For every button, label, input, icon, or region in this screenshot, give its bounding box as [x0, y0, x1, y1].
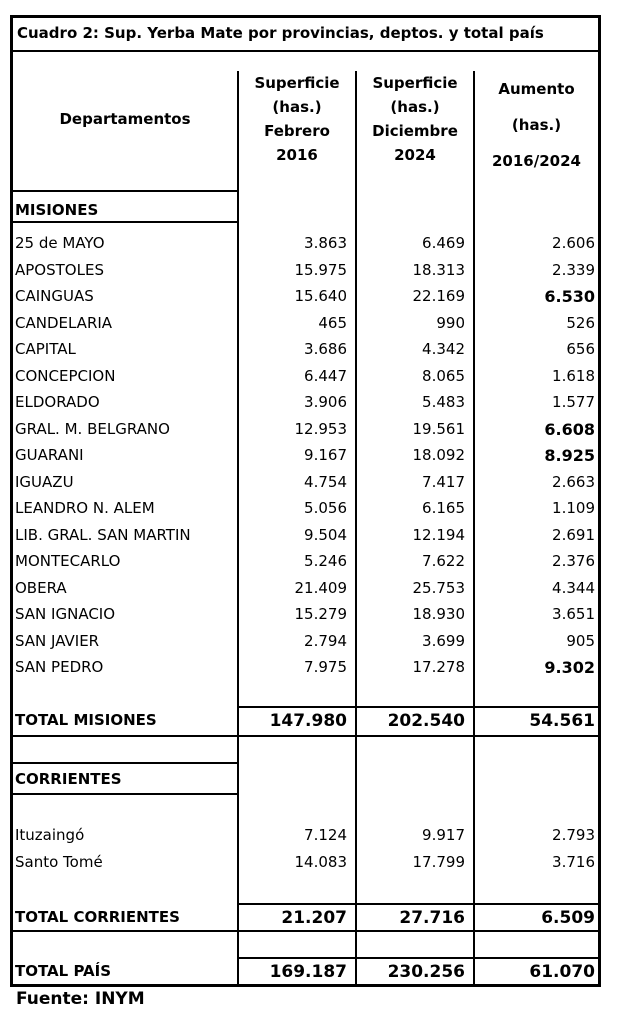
value-2016: 14.083 [294, 853, 347, 871]
value-aumento: 2.663 [552, 472, 595, 491]
table-row [13, 337, 598, 363]
table-row [13, 602, 598, 628]
header-line: (has.) [272, 98, 322, 116]
value-2024: 18.930 [412, 605, 465, 623]
value-2024: 6.165 [422, 499, 465, 517]
value-2016: 3.906 [304, 393, 347, 411]
value-2016: 15.640 [294, 287, 347, 305]
value-aumento: 2.606 [552, 234, 595, 252]
value-2016: 3.863 [304, 234, 347, 252]
table-row [13, 470, 598, 496]
header-line: Superficie [372, 74, 458, 92]
value-aumento: 656 [566, 340, 595, 358]
table-row [13, 284, 598, 310]
table-title: Cuadro 2: Sup. Yerba Mate por provincias, deptos. y total país [17, 24, 544, 42]
value-aumento: 8.925 [544, 446, 595, 465]
header-aumento [475, 71, 598, 179]
value-2016: 15.975 [294, 260, 347, 279]
title-divider [13, 50, 598, 52]
total-corrientes-row [13, 905, 598, 931]
value-2016: 5.056 [304, 499, 347, 517]
department-name: SAN PEDRO [15, 658, 104, 676]
total-value-2016: 21.207 [281, 908, 347, 928]
value-aumento: 9.302 [544, 658, 595, 677]
department-name: CONCEPCION [15, 366, 116, 385]
department-name: IGUAZU [15, 472, 74, 491]
department-name: 25 de MAYO [15, 234, 105, 252]
value-2024: 17.278 [412, 658, 465, 676]
table-row [13, 523, 598, 549]
department-name: GRAL. M. BELGRANO [15, 419, 170, 438]
source-note: Fuente: INYM [16, 989, 145, 1009]
value-2016: 4.754 [304, 472, 347, 491]
department-name: SAN JAVIER [15, 631, 100, 650]
province-label-corrientes: CORRIENTES [15, 770, 122, 788]
table-row [13, 417, 598, 443]
column-divider [473, 71, 475, 984]
value-2016: 5.246 [304, 552, 347, 570]
header-superficie-2024 [357, 71, 473, 167]
department-name: MONTECARLO [15, 552, 121, 570]
value-2024: 7.417 [422, 472, 465, 491]
table-row [13, 231, 598, 257]
table-row [13, 655, 598, 681]
value-2024: 6.469 [422, 234, 465, 252]
total-bottom-line [13, 930, 598, 932]
value-2024: 22.169 [412, 287, 465, 305]
value-2024: 8.065 [422, 366, 465, 385]
department-name: CANDELARIA [15, 313, 113, 332]
value-aumento: 2.691 [552, 525, 595, 544]
value-aumento: 2.793 [552, 826, 595, 844]
column-divider [237, 71, 239, 984]
total-value-2016: 147.980 [269, 711, 347, 731]
value-2016: 9.167 [304, 446, 347, 464]
value-2016: 3.686 [304, 340, 347, 358]
department-name: Santo Tomé [15, 853, 103, 871]
header-line: 2016/2024 [492, 152, 581, 170]
total-value-2016: 169.187 [269, 962, 347, 982]
department-name: CAINGUAS [15, 287, 94, 305]
yerba-mate-table [10, 15, 601, 987]
table-row [13, 364, 598, 390]
table-row [13, 549, 598, 575]
value-2016: 2.794 [304, 631, 347, 650]
total-label: TOTAL PAÍS [15, 962, 112, 980]
table-row [13, 823, 598, 849]
value-2016: 21.409 [294, 578, 347, 597]
value-2016: 6.447 [304, 366, 347, 385]
department-name: APOSTOLES [15, 260, 104, 279]
total-misiones-row [13, 708, 598, 734]
value-aumento: 3.716 [552, 853, 595, 871]
value-aumento: 1.618 [552, 366, 595, 385]
table-row [13, 629, 598, 655]
value-aumento: 2.339 [552, 260, 595, 279]
total-value-2024: 230.256 [387, 962, 465, 982]
value-2024: 5.483 [422, 393, 465, 411]
value-2016: 15.279 [294, 605, 347, 623]
value-2016: 465 [318, 313, 347, 332]
table-row [13, 258, 598, 284]
total-value-aumento: 61.070 [529, 962, 595, 982]
header-line: Febrero [264, 122, 330, 140]
value-2016: 9.504 [304, 525, 347, 544]
total-value-aumento: 6.509 [541, 908, 595, 928]
department-name: LIB. GRAL. SAN MARTIN [15, 525, 191, 544]
header-line: Diciembre [372, 122, 458, 140]
header-line: (has.) [390, 98, 440, 116]
value-aumento: 526 [566, 313, 595, 332]
table-row [13, 850, 598, 876]
value-aumento: 905 [566, 631, 595, 650]
department-name: Ituzaingó [15, 826, 85, 844]
table-row [13, 576, 598, 602]
header-line: 2024 [394, 146, 436, 164]
total-value-2024: 27.716 [399, 908, 465, 928]
table-row [13, 311, 598, 337]
value-aumento: 2.376 [552, 552, 595, 570]
value-2024: 19.561 [412, 419, 465, 438]
value-2024: 3.699 [422, 631, 465, 650]
value-aumento: 6.608 [544, 419, 595, 439]
department-name: CAPITAL [15, 340, 76, 358]
province-divider [13, 221, 239, 223]
table-row [13, 443, 598, 469]
column-divider [355, 71, 357, 984]
value-aumento: 6.530 [544, 287, 595, 306]
total-pais-row [13, 959, 598, 985]
value-2024: 18.092 [412, 446, 465, 464]
value-2024: 17.799 [412, 853, 465, 871]
header-line: (has.) [511, 116, 562, 134]
header-superficie-2016 [239, 71, 355, 167]
value-2016: 12.953 [294, 419, 347, 438]
province-divider [13, 793, 239, 795]
value-2016: 7.124 [304, 826, 347, 844]
value-2024: 4.342 [422, 340, 465, 358]
value-2024: 7.622 [422, 552, 465, 570]
value-2016: 7.975 [304, 658, 347, 676]
header-line: Superficie [254, 74, 340, 92]
value-2024: 990 [436, 313, 465, 332]
province-divider [13, 762, 239, 764]
value-2024: 9.917 [422, 826, 465, 844]
value-2024: 18.313 [412, 260, 465, 279]
total-label: TOTAL MISIONES [15, 711, 157, 729]
value-aumento: 4.344 [552, 578, 595, 597]
value-2024: 12.194 [412, 525, 465, 544]
value-2024: 25.753 [412, 578, 465, 597]
value-aumento: 3.651 [552, 605, 595, 623]
table-row [13, 496, 598, 522]
total-value-aumento: 54.561 [529, 711, 595, 731]
total-bottom-line [13, 735, 598, 737]
table-row [13, 390, 598, 416]
total-value-2024: 202.540 [387, 711, 465, 731]
department-name: ELDORADO [15, 393, 100, 411]
header-line: Aumento [498, 80, 575, 98]
total-label: TOTAL CORRIENTES [15, 908, 180, 926]
department-name: SAN IGNACIO [15, 605, 116, 623]
department-name: OBERA [15, 578, 67, 597]
department-name: GUARANI [15, 446, 84, 464]
header-departamentos: Departamentos [59, 110, 191, 128]
department-name: LEANDRO N. ALEM [15, 499, 155, 517]
value-aumento: 1.109 [552, 499, 595, 517]
header-divider [13, 190, 239, 192]
province-label-misiones: MISIONES [15, 201, 99, 219]
value-aumento: 1.577 [552, 393, 595, 411]
header-line: 2016 [276, 146, 318, 164]
